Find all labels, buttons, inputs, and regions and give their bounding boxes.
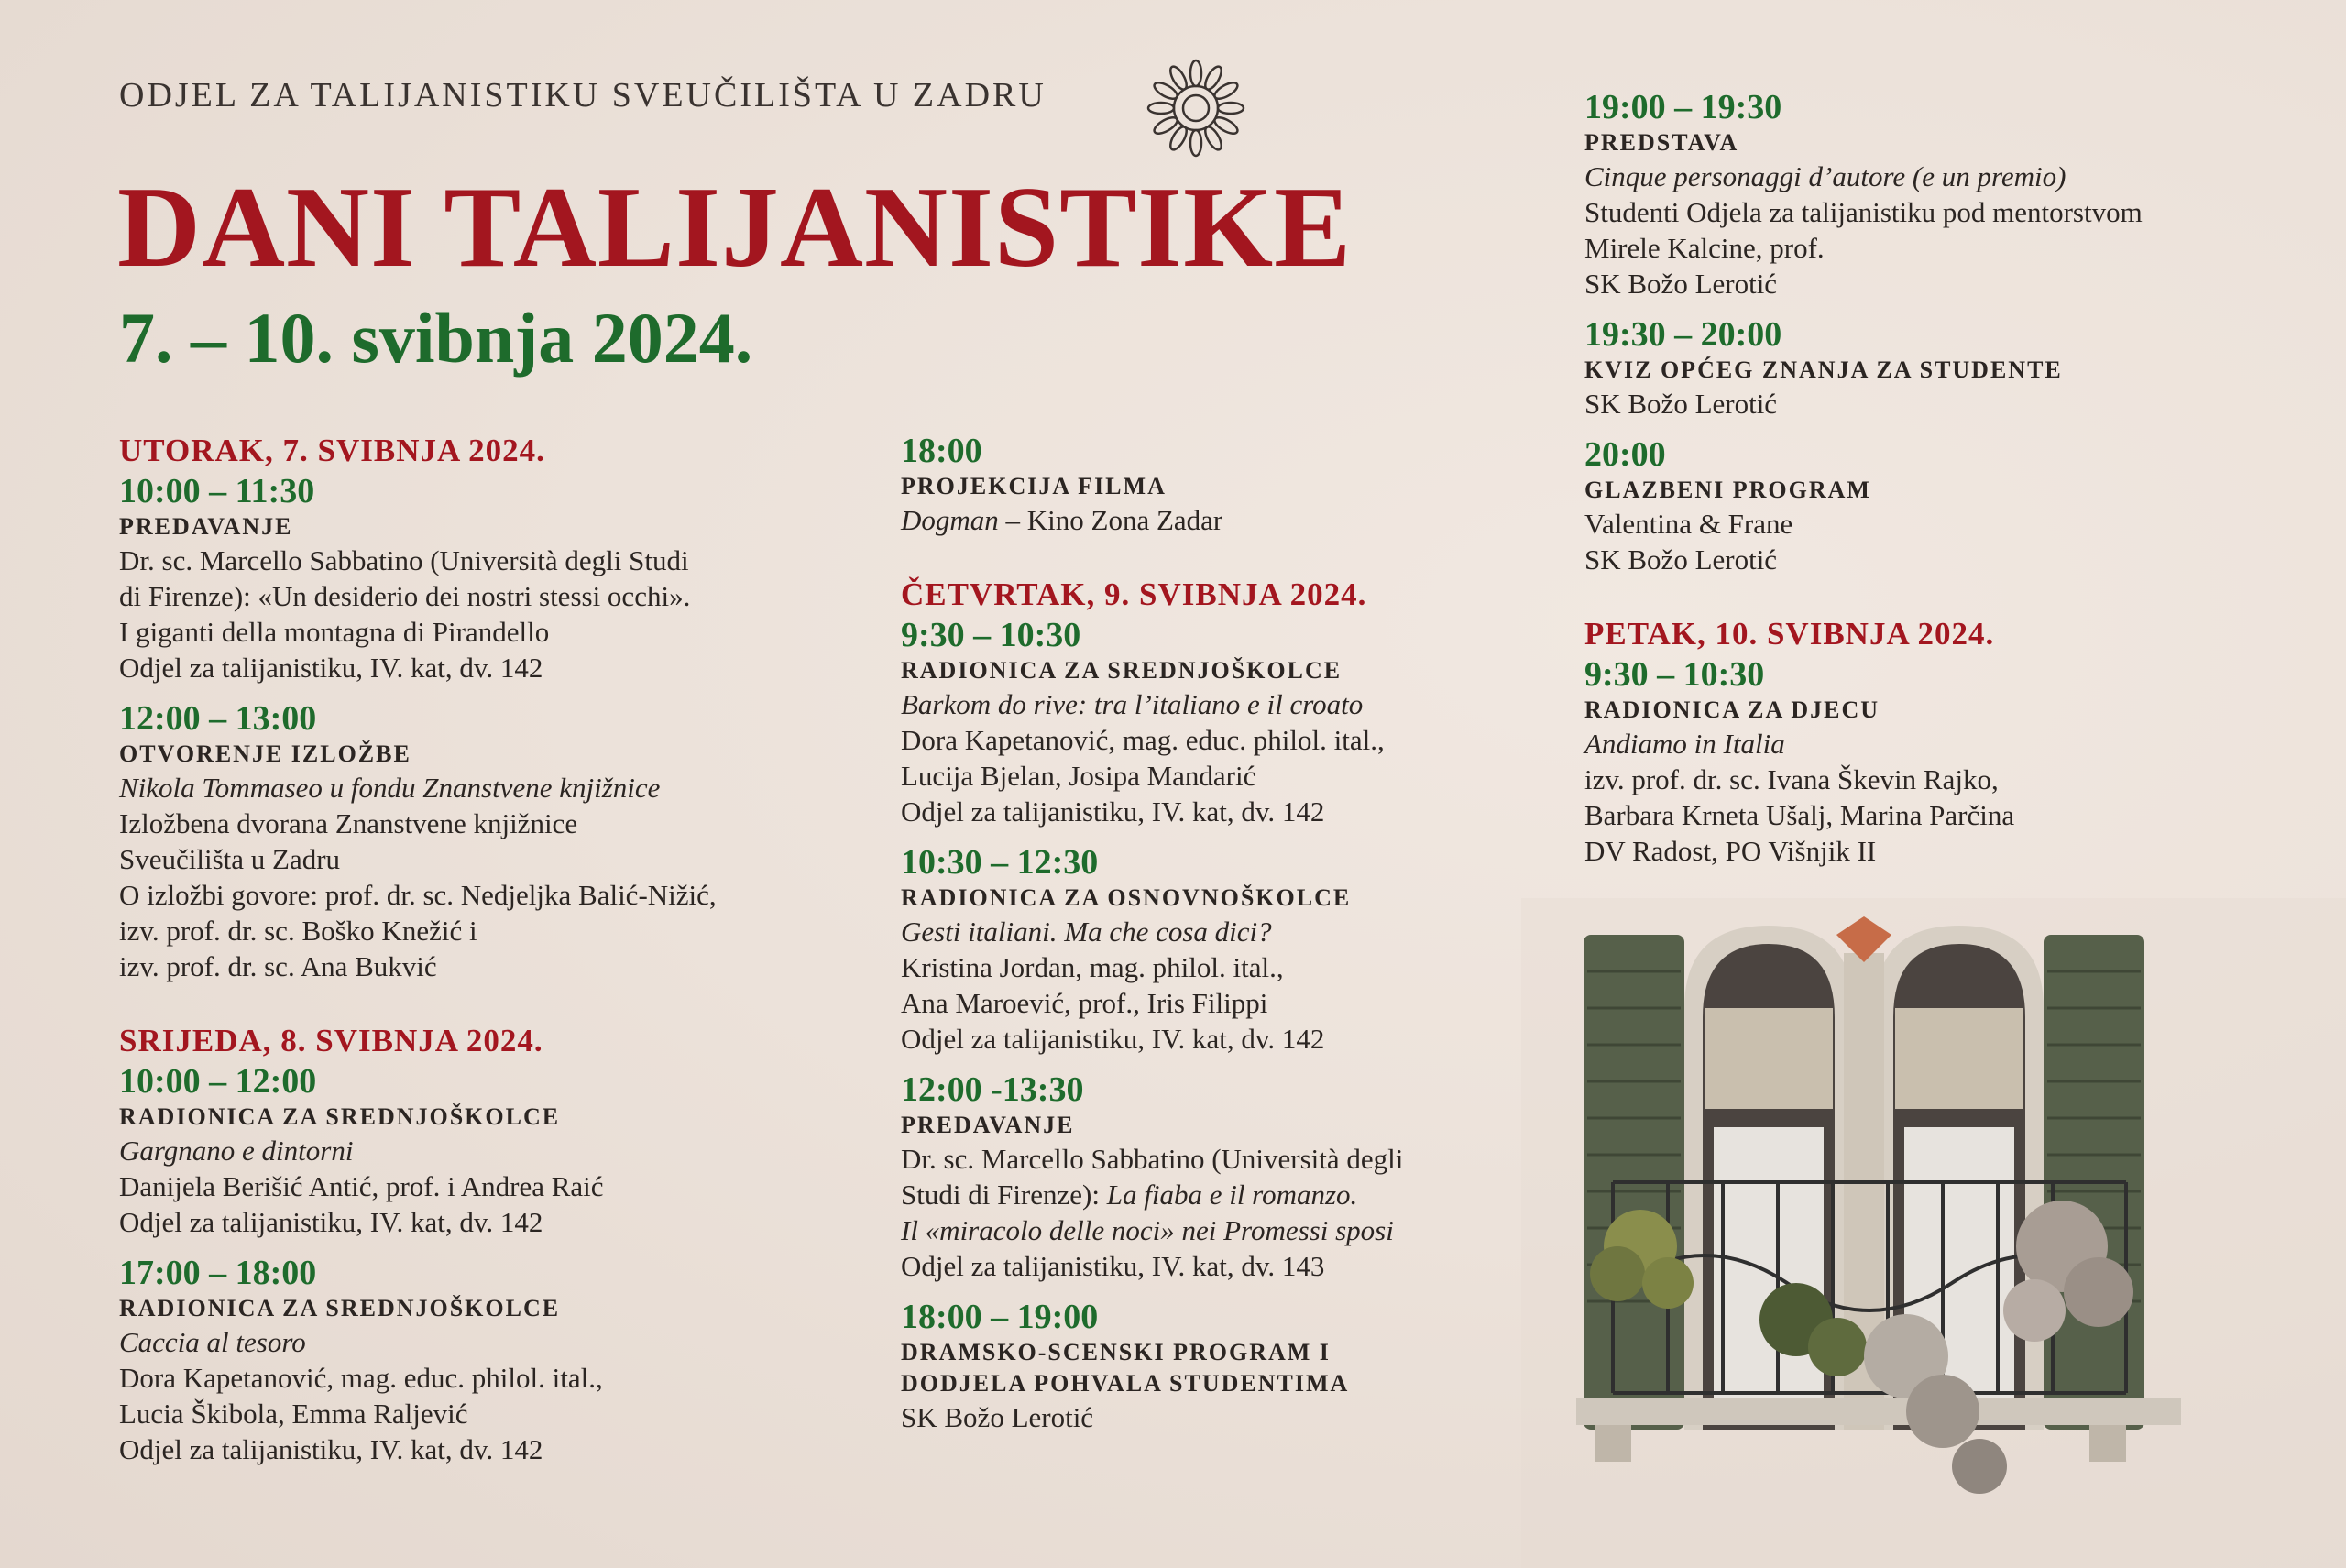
event-title: PREDSTAVA [1584, 129, 1739, 156]
event-line: Odjel za talijanistiku, IV. kat, dv. 142 [901, 1023, 1325, 1055]
event-time: 10:00 – 11:30 [119, 472, 315, 510]
event-title: OTVORENJE IZLOŽBE [119, 740, 411, 767]
film-venue: – Kino Zona Zadar [998, 504, 1223, 536]
event-line: izv. prof. dr. sc. Ivana Škevin Rajko, [1584, 763, 1999, 795]
event-line: Dora Kapetanović, mag. educ. philol. ital., [901, 724, 1385, 756]
event-line: Kristina Jordan, mag. philol. ital., [901, 951, 1284, 983]
day-heading-utorak: UTORAK, 7. SVIBNJA 2024. [119, 433, 545, 468]
event-line-part: Studi di Firenze): [901, 1179, 1107, 1211]
event-line: SK Božo Lerotić [1584, 388, 1778, 420]
event-time: 20:00 [1584, 435, 1666, 474]
event-time: 9:30 – 10:30 [1584, 655, 1765, 694]
column-1 [119, 431, 871, 1467]
event-time: 19:00 – 19:30 [1584, 88, 1782, 126]
event-line: Cinque personaggi d’autore (e un premio) [1584, 160, 2066, 192]
event-line: izv. prof. dr. sc. Boško Knežić i [119, 915, 477, 947]
event-title: PROJEKCIJA FILMA [901, 473, 1167, 499]
event-line: Dora Kapetanović, mag. educ. philol. ital., [119, 1362, 603, 1394]
event-line: Il «miracolo delle noci» nei Promessi sposi [901, 1214, 1394, 1246]
event-line: Andiamo in Italia [1584, 728, 1785, 760]
event-line: Gesti italiani. Ma che cosa dici? [901, 916, 1272, 948]
event-line: Lucia Škibola, Emma Raljević [119, 1398, 468, 1430]
event-title: GLAZBENI PROGRAM [1584, 477, 1871, 503]
event-title: PREDAVANJE [119, 513, 293, 540]
event-line: izv. prof. dr. sc. Ana Bukvić [119, 950, 437, 982]
event-line [901, 1177, 1542, 1212]
event-time: 12:00 -13:30 [901, 1070, 1084, 1109]
event-line: Nikola Tommaseo u fondu Znanstvene knjižnice [119, 772, 661, 804]
event-time: 12:00 – 13:00 [119, 699, 317, 738]
event-time: 19:30 – 20:00 [1584, 315, 1782, 354]
event-title: PREDAVANJE [901, 1112, 1075, 1138]
event-line: Mirele Kalcine, prof. [1584, 232, 1825, 264]
event-time: 18:00 [901, 432, 982, 470]
event-title: RADIONICA ZA OSNOVNOŠKOLCE [901, 884, 1352, 911]
event-line: SK Božo Lerotić [1584, 268, 1778, 300]
event-line: Barbara Krneta Ušalj, Marina Parčina [1584, 799, 2015, 831]
event-line: Gargnano e dintorni [119, 1135, 354, 1167]
event-line: Danijela Berišić Antić, prof. i Andrea Raić [119, 1170, 604, 1202]
event-time: 10:30 – 12:30 [901, 843, 1099, 882]
event-line: Studenti Odjela za talijanistiku pod mentorstvom [1584, 196, 2143, 228]
event-title: DRAMSKO-SCENSKI PROGRAM I [901, 1339, 1331, 1365]
column-3 [1584, 87, 2281, 869]
event-time: 10:00 – 12:00 [119, 1062, 317, 1101]
event-line: Barkom do rive: tra l’italiano e il croato [901, 688, 1364, 720]
event-line: Dr. sc. Marcello Sabbatino (Università degli [901, 1143, 1404, 1175]
event-line: Odjel za talijanistiku, IV. kat, dv. 142 [119, 1433, 543, 1465]
event-line-part: La fiaba e il romanzo. [1106, 1179, 1358, 1211]
event-title: RADIONICA ZA DJECU [1584, 696, 1880, 723]
event-line: DV Radost, PO Višnjik II [1584, 835, 1877, 867]
event-title: RADIONICA ZA SREDNJOŠKOLCE [119, 1295, 561, 1321]
event-dates: 7. – 10. svibnja 2024. [119, 298, 753, 378]
event-line: Izložbena dvorana Znanstvene knjižnice [119, 807, 578, 839]
event-line: Ana Maroević, prof., Iris Filippi [901, 987, 1268, 1019]
event-title: KVIZ OPĆEG ZNANJA ZA STUDENTE [1584, 356, 2063, 383]
event-time: 17:00 – 18:00 [119, 1254, 317, 1292]
event-line: Valentina & Frane [1584, 508, 1793, 540]
event-line: Sveučilišta u Zadru [119, 843, 341, 875]
event-line: O izložbi govore: prof. dr. sc. Nedjeljka Balić-Nižić, [119, 879, 717, 911]
event-line: Odjel za talijanistiku, IV. kat, dv. 142 [119, 1206, 543, 1238]
window-illustration [1521, 898, 2346, 1568]
event-line: Odjel za talijanistiku, IV. kat, dv. 143 [901, 1250, 1325, 1282]
event-line: Dr. sc. Marcello Sabbatino (Università degli Studi [119, 544, 689, 576]
event-line: SK Božo Lerotić [1584, 543, 1778, 576]
department-name: ODJEL ZA TALIJANISTIKU SVEUČILIŠTA U ZADRU [119, 76, 1047, 115]
event-line: Odjel za talijanistiku, IV. kat, dv. 142 [901, 795, 1325, 828]
event-title: RADIONICA ZA SREDNJOŠKOLCE [119, 1103, 561, 1130]
event-title: RADIONICA ZA SREDNJOŠKOLCE [901, 657, 1343, 684]
flower-logo-icon [1136, 53, 1255, 163]
event-line: Caccia al tesoro [119, 1326, 306, 1358]
day-heading-petak: PETAK, 10. SVIBNJA 2024. [1584, 616, 1995, 652]
event-line: I giganti della montagna di Pirandello [119, 616, 550, 648]
film-title: Dogman [901, 504, 999, 536]
event-time: 18:00 – 19:00 [901, 1298, 1099, 1336]
event-line: di Firenze): «Un desiderio dei nostri stessi occhi». [119, 580, 691, 612]
event-line [901, 502, 1542, 538]
day-heading-srijeda: SRIJEDA, 8. SVIBNJA 2024. [119, 1023, 543, 1058]
event-line: Odjel za talijanistiku, IV. kat, dv. 142 [119, 652, 543, 684]
event-time: 9:30 – 10:30 [901, 616, 1081, 654]
event-title: DODJELA POHVALA STUDENTIMA [901, 1370, 1350, 1397]
column-2 [901, 431, 1542, 1435]
event-line: Lucija Bjelan, Josipa Mandarić [901, 760, 1256, 792]
day-heading-cetvrtak: ČETVRTAK, 9. SVIBNJA 2024. [901, 576, 1367, 612]
page-title: DANI TALIJANISTIKE [117, 164, 1353, 291]
event-line: SK Božo Lerotić [901, 1401, 1094, 1433]
